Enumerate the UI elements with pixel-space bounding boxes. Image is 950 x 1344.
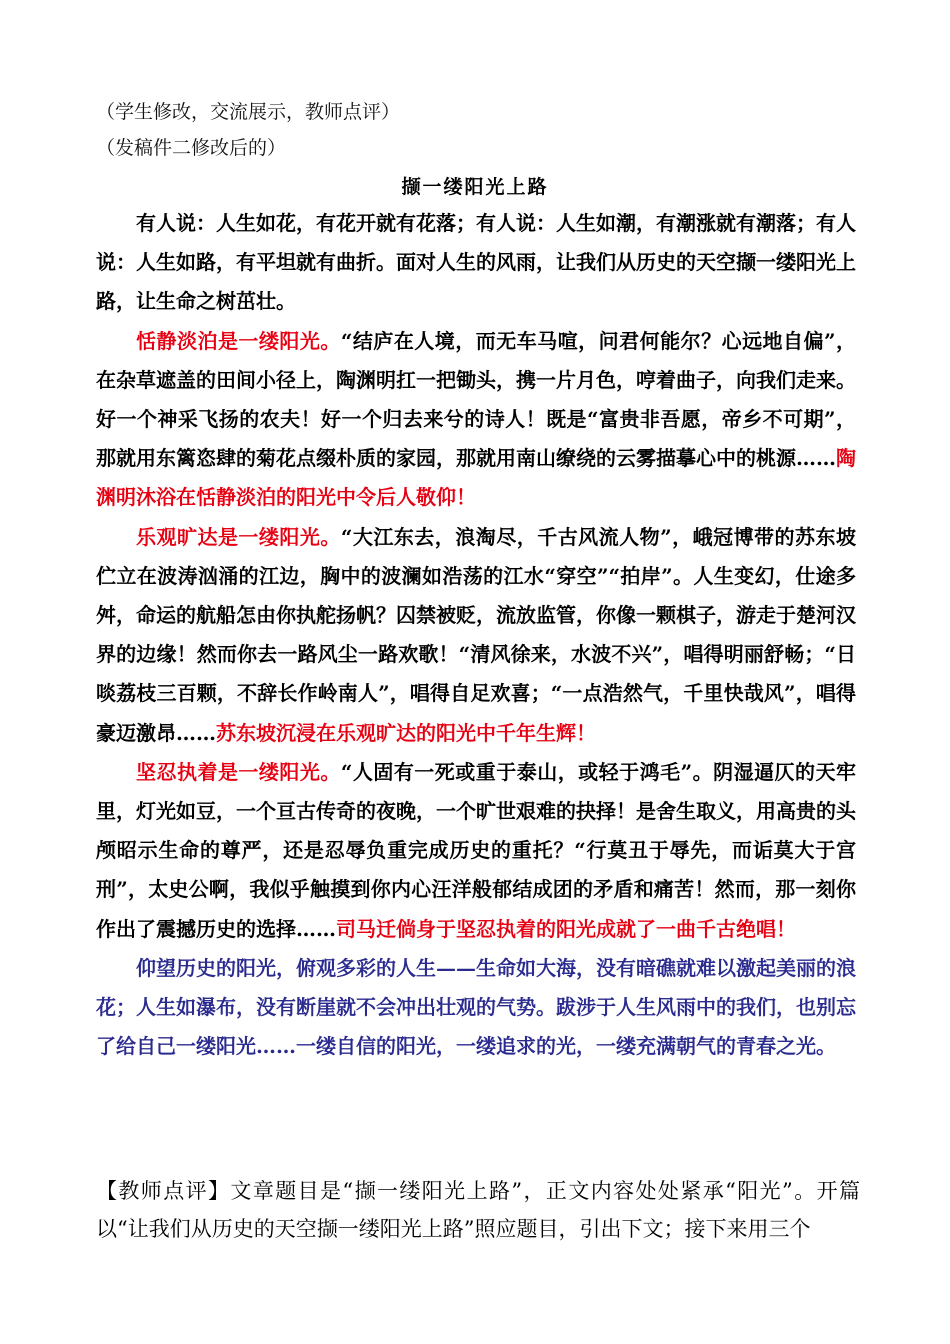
essay-conclusion: 仰望历史的阳光，俯观多彩的人生——生命如大海，没有暗礁就难以激起美丽的浪花；人生如瀑布，没有断崖就不会冲出壮观的气势。跋涉于人生风雨中的我们，也别忘了给自己一缕阳光……一缕自信的阳光，一缕追求的光，一缕充满朝气的青春之光。 xyxy=(96,955,856,1059)
paragraph-text: “结庐在人境，而无车马喧，问君何能尔？心远地自偏”，在杂草遮盖的田间小径上，陶渊明扛一把锄头，携一片月色，哼着曲子，向我们走来。好一个神采飞扬的农夫！好一个归去来兮的诗人！既是“富贵非吾愿，帝乡不可期”，那就用东篱恣肆的菊花点缀朴质的家园，那就用南山缭绕的云雾描摹心中的桃源…… xyxy=(96,328,856,471)
essay-intro: 有人说：人生如花，有花开就有花落；有人说：人生如潮，有潮涨就有潮落；有人说：人生如路，有平坦就有曲折。面对人生的风雨，让我们从历史的天空撷一缕阳光上路，让生命之树茁壮。 xyxy=(96,211,856,314)
teacher-comment xyxy=(96,1172,860,1248)
draft-note: （发稿件二修改后的） xyxy=(96,137,287,159)
paragraph-lead: 恬静淡泊是一缕阳光。 xyxy=(136,328,341,353)
essay-paragraph-su xyxy=(96,518,856,753)
paragraph-close: 司马迁倘身于坚忍执着的阳光成就了一曲千古绝唱！ xyxy=(336,916,796,941)
teacher-comment-text: 文章题目是“撷一缕阳光上路”，正文内容处处紧承“阳光”。开篇以“让我们从历史的天空撷一缕阳光上路”照应题目，引出下文；接下来用三个 xyxy=(96,1179,861,1241)
teacher-comment-label: 【教师点评】 xyxy=(96,1179,231,1203)
paragraph-text: “人固有一死或重于泰山，或轻于鸿毛”。阴湿逼仄的天牢里，灯光如豆，一个亘古传奇的夜晚，一个旷世艰难的抉择！是舍生取义，用高贵的头颅昭示生命的尊严，还是忍辱负重完成历史的重托？“行莫丑于辱先，而诟莫大于宫刑”，太史公啊，我似乎触摸到你内心汪洋般郁结成团的矛盾和痛苦！然而，那一刻你作出了震撼历史的选择…… xyxy=(96,759,856,941)
paragraph-lead: 坚忍执着是一缕阳光。 xyxy=(136,759,341,784)
essay-paragraph-tao xyxy=(96,322,856,518)
paragraph-close: 陶渊明沐浴在恬静淡泊的阳光中令后人敬仰！ xyxy=(96,446,856,510)
paragraph-lead: 乐观旷达是一缕阳光。 xyxy=(136,524,341,549)
essay-body xyxy=(96,204,856,1066)
essay-title: 撷一缕阳光上路 xyxy=(401,176,549,198)
paragraph-text: “大江东去，浪淘尽，千古风流人物”，峨冠博带的苏东坡伫立在波涛汹涌的江边，胸中的波澜如浩荡的江水“穿空”“拍岸”。人生变幻，仕途多舛，命运的航船怎由你执舵扬帆？囚禁被贬，流放监管，你像一颗棋子，游走于楚河汉界的边缘！然而你去一路风尘一路欢歌！“清风徐来，水波不兴”，唱得明丽舒畅；“日啖荔枝三百颗，不辞长作岭南人”，唱得自足欢喜；“一点浩然气，千里快哉风”，唱得豪迈激昂…… xyxy=(96,524,856,745)
essay-paragraph-sima xyxy=(96,753,856,949)
paragraph-close: 苏东坡沉浸在乐观旷达的阳光中千年生辉！ xyxy=(216,720,596,745)
instruction-note: （学生修改，交流展示，教师点评） xyxy=(96,101,401,123)
